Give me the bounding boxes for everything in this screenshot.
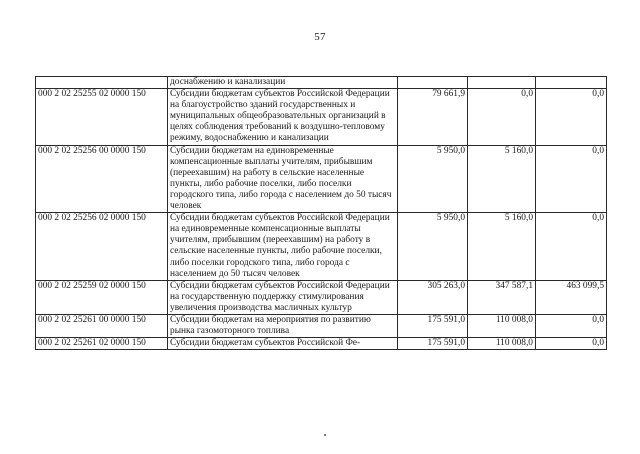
row-value-3: 463 099,5 xyxy=(536,280,607,314)
row-value-2 xyxy=(468,77,536,89)
row-value-1: 5 950,0 xyxy=(398,145,468,213)
row-value-1 xyxy=(398,77,468,89)
row-value-3: 0,0 xyxy=(536,314,607,337)
row-value-3: 0,0 xyxy=(536,338,607,350)
row-code: 000 2 02 25256 02 0000 150 xyxy=(36,213,168,281)
row-value-1: 175 591,0 xyxy=(398,314,468,337)
row-name: доснабжению и канализации xyxy=(168,77,398,89)
table-row xyxy=(36,314,607,337)
row-code xyxy=(36,77,168,89)
page-number: 57 xyxy=(314,31,326,43)
table-row xyxy=(36,77,607,89)
row-name: Субсидии бюджетам субъектов Российской Федерации на единовременные компенсационные выплаты учителям, прибывшим (переехавшим) на работу в сельские населенные пункты, либо рабочие поселки, либо поселки городского типа, либо города с населением до 50 тысяч человек xyxy=(168,213,398,281)
table-row xyxy=(36,145,607,213)
table-row xyxy=(36,338,607,350)
row-value-2: 110 008,0 xyxy=(468,338,536,350)
row-name: Субсидии бюджетам субъектов Российской Фе- xyxy=(168,338,398,350)
row-value-3 xyxy=(536,77,607,89)
row-value-1: 5 950,0 xyxy=(398,213,468,281)
budget-table xyxy=(35,76,607,350)
table-row xyxy=(36,89,607,145)
row-value-3: 0,0 xyxy=(536,213,607,281)
row-value-3: 0,0 xyxy=(536,145,607,213)
row-value-1: 79 661,9 xyxy=(398,89,468,145)
table-row xyxy=(36,280,607,314)
row-value-2: 5 160,0 xyxy=(468,213,536,281)
row-name: Субсидии бюджетам на мероприятия по развитию рынка газомоторного топлива xyxy=(168,314,398,337)
row-value-1: 175 591,0 xyxy=(398,338,468,350)
row-value-2: 110 008,0 xyxy=(468,314,536,337)
row-value-2: 0,0 xyxy=(468,89,536,145)
row-code: 000 2 02 25256 00 0000 150 xyxy=(36,145,168,213)
table-row xyxy=(36,213,607,281)
row-value-2: 5 160,0 xyxy=(468,145,536,213)
row-code: 000 2 02 25261 00 0000 150 xyxy=(36,314,168,337)
row-code: 000 2 02 25255 02 0000 150 xyxy=(36,89,168,145)
row-name: Субсидии бюджетам на единовременные компенсационные выплаты учителям, прибывшим (переехавшим) на работу в сельские населенные пункты, либо рабочие поселки, либо поселки городского типа, либо города с населением до 50 тысяч человек xyxy=(168,145,398,213)
row-code: 000 2 02 25261 02 0000 150 xyxy=(36,338,168,350)
row-code: 000 2 02 25259 02 0000 150 xyxy=(36,280,168,314)
scan-dot-mark xyxy=(324,434,326,436)
row-value-2: 347 587,1 xyxy=(468,280,536,314)
row-name: Субсидии бюджетам субъектов Российской Федерации на благоустройство зданий государственных и муниципальных общеобразовательных организаций в целях соблюдения требований к воздушно-тепловому режиму, водоснабжению и канализации xyxy=(168,89,398,145)
row-value-1: 305 263,0 xyxy=(398,280,468,314)
row-value-3: 0,0 xyxy=(536,89,607,145)
row-name: Субсидии бюджетам субъектов Российской Федерации на государственную поддержку стимулирования увеличения производства масличных культур xyxy=(168,280,398,314)
